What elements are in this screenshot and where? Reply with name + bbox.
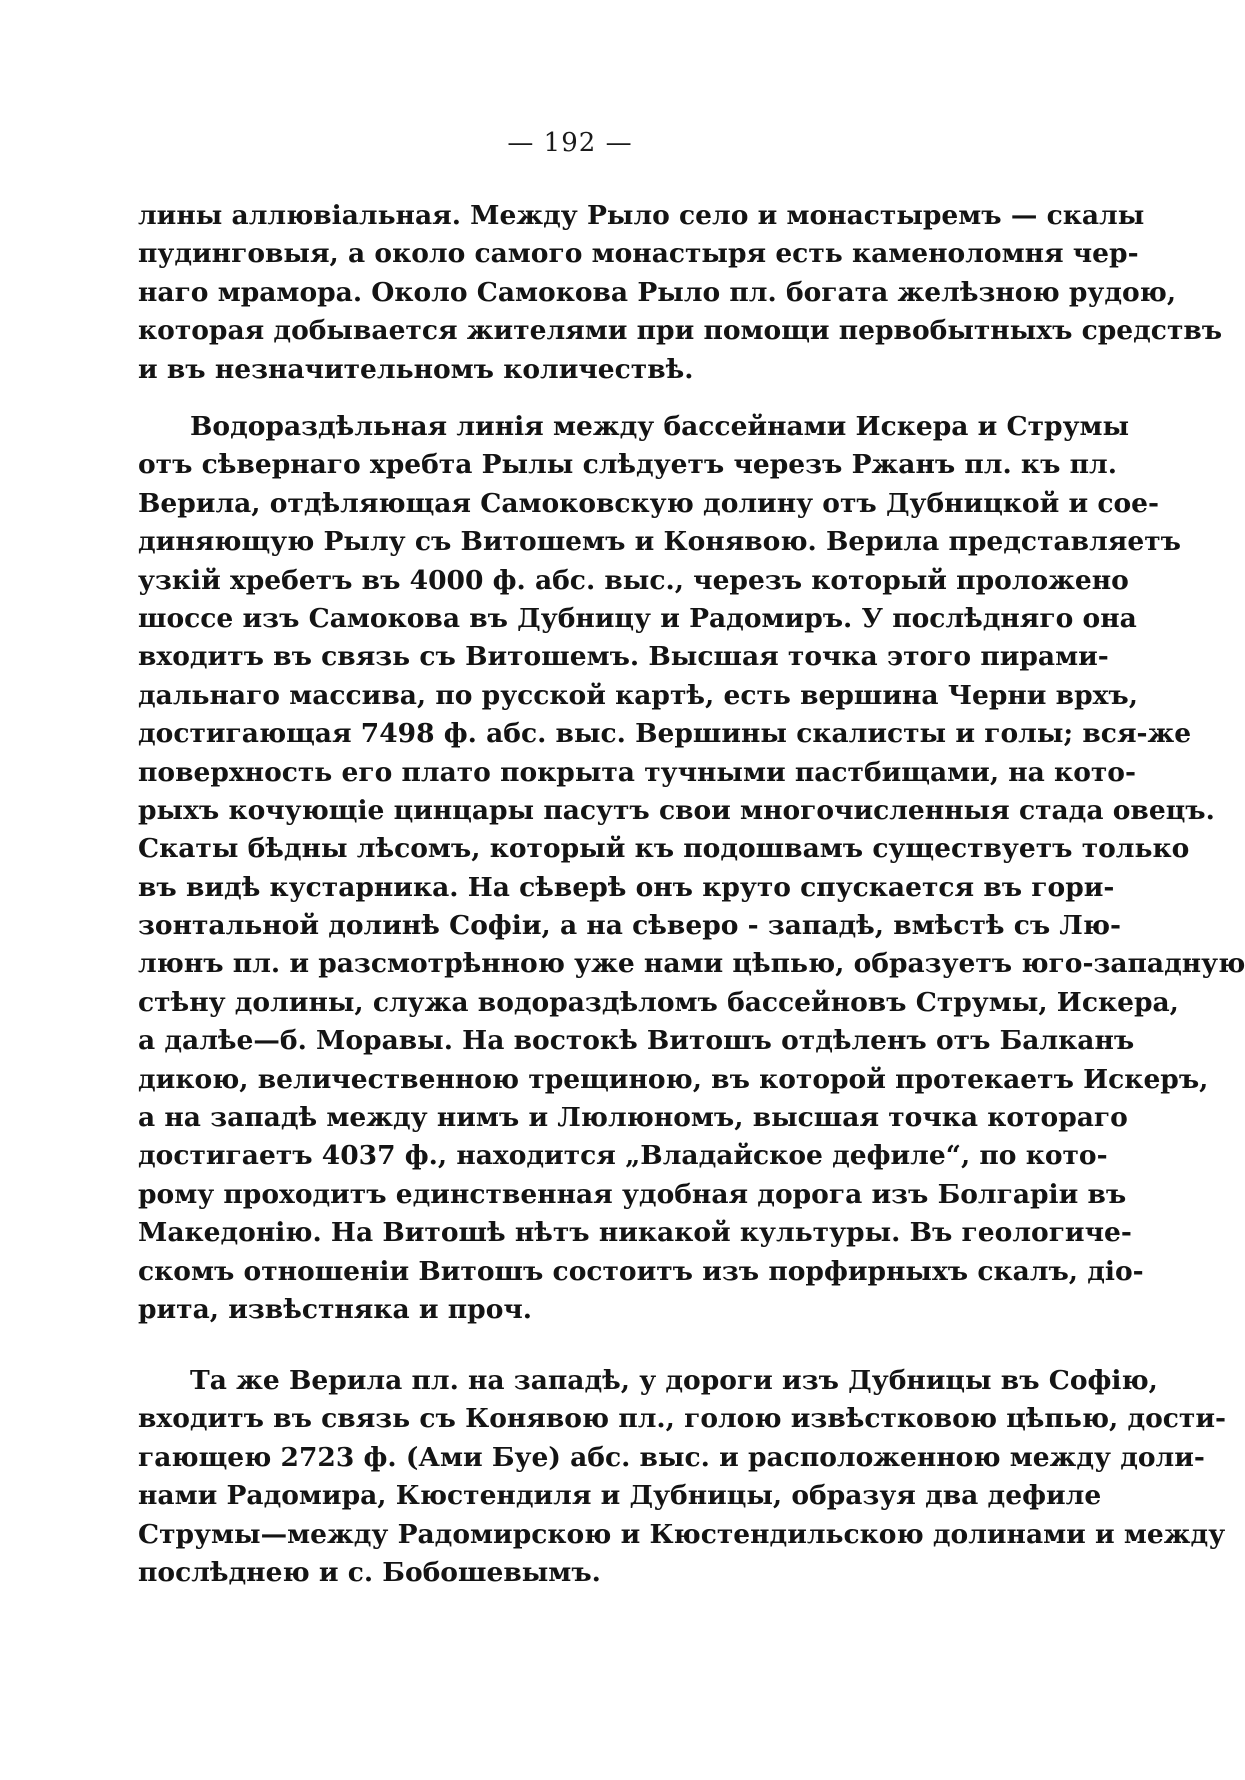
text-line: рыхъ кочующіе цинцары пасутъ свои многочисленныя стада овецъ. bbox=[138, 794, 1215, 826]
paragraph-3 bbox=[138, 1362, 1226, 1592]
text-line: диняющую Рылу съ Витошемъ и Конявою. Верила представляетъ bbox=[138, 526, 1181, 558]
text-line: достигающая 7498 ф. абс. выс. Вершины скалисты и голы; вся-же bbox=[138, 718, 1192, 750]
text-line: рита, извѣстняка и проч. bbox=[138, 1293, 533, 1325]
text-line: Водораздѣльная линія между бассейнами Искера и Струмы bbox=[190, 411, 1130, 442]
text-line: Струмы—между Радомирскою и Кюстендильскою долинами и между bbox=[138, 1518, 1226, 1550]
text-line: пудинговыя, а около самого монастыря есть каменоломня чер- bbox=[138, 238, 1139, 270]
text-line: люнъ пл. и разсмотрѣнною уже нами цѣпью, образуетъ юго-западную bbox=[138, 948, 1245, 980]
text-line: наго мрамора. Около Самокова Рыло пл. богата желѣзною рудою, bbox=[138, 276, 1177, 308]
text-line: въ видѣ кустарника. На сѣверѣ онъ круто спускается въ гори- bbox=[138, 871, 1115, 903]
text-line: входитъ въ связь съ Конявою пл., голою извѣстковою цѣпью, дости- bbox=[138, 1403, 1226, 1435]
text-line: поверхность его плато покрыта тучными пастбищами, на кото- bbox=[138, 756, 1136, 788]
text-line: отъ сѣвернаго хребта Рылы слѣдуетъ черезъ Ржанъ пл. къ пл. bbox=[138, 449, 1117, 481]
text-line: лины аллювіальная. Между Рыло село и монастыремъ — скалы bbox=[138, 200, 1145, 231]
text-line: узкій хребетъ въ 4000 ф. абс. выс., черезъ который проложено bbox=[138, 564, 1129, 596]
text-line: Македонію. На Витошѣ нѣтъ никакой культуры. Въ геологиче- bbox=[138, 1217, 1132, 1249]
text-line: послѣднею и с. Бобошевымъ. bbox=[138, 1556, 601, 1588]
text-line: Та же Верила пл. на западѣ, у дороги изъ Дубницы въ Софію, bbox=[190, 1365, 1158, 1396]
text-line: Верила, отдѣляющая Самоковскую долину отъ Дубницкой и сое- bbox=[138, 487, 1160, 519]
text-line: стѣну долины, служа водораздѣломъ бассейновъ Струмы, Искера, bbox=[138, 986, 1179, 1018]
text-line: скомъ отношеніи Витошъ состоитъ изъ порфирныхъ скалъ, діо- bbox=[138, 1255, 1144, 1287]
text-line: шоссе изъ Самокова въ Дубницу и Радомиръ. У послѣдняго она bbox=[138, 602, 1137, 634]
text-line: а далѣе—б. Моравы. На востокѣ Витошъ отдѣленъ отъ Балканъ bbox=[138, 1025, 1135, 1057]
paragraph-2 bbox=[138, 408, 1245, 1329]
text-line: достигаетъ 4037 ф., находится „Владайское дефиле“, по кото- bbox=[138, 1140, 1108, 1172]
page-number: — 192 — bbox=[507, 128, 633, 158]
text-line: входитъ въ связь съ Витошемъ. Высшая точка этого пирами- bbox=[138, 641, 1109, 673]
text-line: дальнаго массива, по русской картѣ, есть вершина Черни врхъ, bbox=[138, 679, 1138, 711]
text-line: и въ незначительномъ количествѣ. bbox=[138, 353, 694, 385]
text-line: дикою, величественною трещиною, въ которой протекаетъ Искеръ, bbox=[138, 1063, 1209, 1095]
text-line: нами Радомира, Кюстендиля и Дубницы, образуя два дефиле bbox=[138, 1480, 1102, 1512]
text-line: рому проходитъ единственная удобная дорога изъ Болгаріи въ bbox=[138, 1178, 1127, 1210]
text-line: а на западѣ между нимъ и Люлюномъ, высшая точка котораго bbox=[138, 1102, 1128, 1134]
paragraph-1 bbox=[138, 197, 1223, 389]
text-line: зонтальной долинѣ Софіи, а на сѣверо - западѣ, вмѣстѣ съ Лю- bbox=[138, 910, 1122, 942]
text-line: гающею 2723 ф. (Ами Буе) абс. выс. и расположенною между доли- bbox=[138, 1441, 1205, 1473]
text-line: которая добывается жителями при помощи первобытныхъ средствъ bbox=[138, 315, 1223, 347]
text-line: Скаты бѣдны лѣсомъ, который къ подошвамъ существуетъ только bbox=[138, 833, 1190, 865]
